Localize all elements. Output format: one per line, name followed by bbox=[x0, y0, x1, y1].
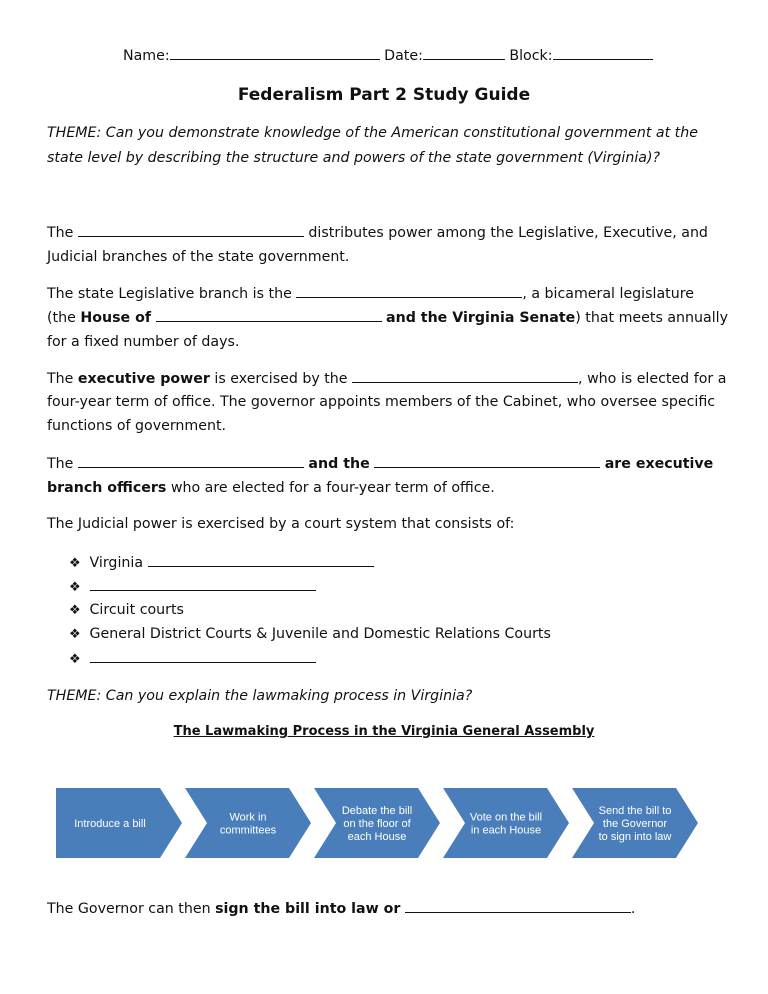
diamond-bullet-icon: ❖ bbox=[69, 627, 81, 642]
p4-line2 bbox=[47, 478, 495, 498]
p2-text-d: House of bbox=[80, 310, 151, 326]
process-step-label: Work in bbox=[229, 811, 267, 824]
p2-blank1[interactable] bbox=[296, 283, 522, 298]
theme2-line: THEME: Can you explain the lawmaking process in Virginia? bbox=[47, 688, 473, 704]
p3-line1 bbox=[47, 368, 726, 389]
p1-text-b: distributes power among the Legislative, Executive, and bbox=[308, 225, 708, 241]
p3-line3: functions of government. bbox=[47, 418, 227, 434]
p4-blank1[interactable] bbox=[78, 453, 304, 468]
process-step-label: on the floor of bbox=[343, 818, 411, 830]
date-label: Date: bbox=[384, 48, 423, 64]
p1-blank[interactable] bbox=[78, 222, 304, 237]
court-item-4-label: General District Courts & Juvenile and Domestic Relations Courts bbox=[89, 626, 551, 642]
date-blank[interactable] bbox=[423, 45, 505, 60]
theme1-line1: THEME: Can you demonstrate knowledge of the American constitutional government at the bbox=[47, 125, 698, 141]
final-text-c: . bbox=[630, 901, 636, 917]
block-blank[interactable] bbox=[553, 45, 653, 60]
court-item-3 bbox=[69, 600, 184, 621]
process-step-label: Send the bill to bbox=[598, 805, 672, 817]
page-title: Federalism Part 2 Study Guide bbox=[237, 85, 531, 105]
p2-line1 bbox=[47, 283, 694, 304]
name-blank[interactable] bbox=[170, 45, 380, 60]
p1-text-a: The bbox=[47, 225, 74, 241]
p4-blank2[interactable] bbox=[374, 453, 600, 468]
p3-text-d: , who is elected for a bbox=[578, 371, 727, 387]
diamond-bullet-icon: ❖ bbox=[69, 603, 81, 618]
process-step-label: the Governor bbox=[602, 818, 668, 830]
p3-text-a: The bbox=[47, 371, 74, 387]
process-step-label: Vote on the bill bbox=[469, 811, 543, 824]
p2-text-c: (the bbox=[47, 310, 76, 326]
p2-text-a: The state Legislative branch is the bbox=[47, 286, 292, 302]
court-item-3-label: Circuit courts bbox=[89, 602, 184, 618]
diamond-bullet-icon: ❖ bbox=[69, 556, 81, 571]
p2-line3: for a fixed number of days. bbox=[47, 334, 240, 350]
p2-line2 bbox=[47, 307, 728, 328]
p1-line2: Judicial branches of the state government. bbox=[47, 249, 350, 265]
court-item-1 bbox=[69, 552, 374, 574]
process-step-label: in each House bbox=[470, 824, 542, 837]
p4-text-c: are executive bbox=[604, 456, 714, 472]
diamond-bullet-icon: ❖ bbox=[69, 580, 81, 595]
p2-blank2[interactable] bbox=[156, 307, 382, 322]
p3-text-b: executive power bbox=[77, 371, 210, 387]
p4-text-bold: branch officers bbox=[47, 480, 167, 496]
process-step-label: Introduce a bill bbox=[74, 818, 146, 830]
lawmaking-process-diagram bbox=[56, 788, 712, 858]
p2-text-f: ) that meets annually bbox=[575, 310, 729, 326]
p4-text-b: and the bbox=[308, 456, 370, 472]
p2-text-b: , a bicameral legislature bbox=[522, 286, 694, 302]
name-label: Name: bbox=[123, 48, 170, 64]
p1-line1 bbox=[47, 222, 708, 243]
theme1-line2: state level by describing the structure and powers of the state government (Virginia)? bbox=[47, 150, 661, 166]
p3-text-c: is exercised by the bbox=[214, 371, 348, 387]
p3-line2: four-year term of office. The governor appoints members of the Cabinet, who oversee specific bbox=[47, 394, 716, 410]
process-step-label: committees bbox=[219, 824, 277, 837]
court-item-2 bbox=[69, 576, 316, 598]
court-item-4 bbox=[69, 624, 551, 645]
final-line bbox=[47, 898, 635, 919]
p4-text-a: The bbox=[47, 456, 74, 472]
final-blank[interactable] bbox=[405, 898, 631, 913]
process-step-label: Debate the bill bbox=[341, 805, 413, 817]
court-item-1-label: Virginia bbox=[89, 555, 144, 571]
header-fields bbox=[123, 45, 653, 66]
p2-text-e: and the Virginia Senate bbox=[386, 310, 576, 326]
final-text-b: sign the bill into law or bbox=[215, 901, 401, 917]
p4-line1 bbox=[47, 453, 713, 474]
diamond-bullet-icon: ❖ bbox=[69, 652, 81, 667]
final-text-a: The Governor can then bbox=[47, 901, 211, 917]
court-item-1-blank[interactable] bbox=[148, 552, 374, 567]
p5-line: The Judicial power is exercised by a court system that consists of: bbox=[47, 516, 515, 532]
diagram-title: The Lawmaking Process in the Virginia General Assembly bbox=[173, 724, 595, 739]
block-label: Block: bbox=[509, 48, 553, 64]
process-step-label: each House bbox=[347, 831, 407, 843]
court-item-2-blank[interactable] bbox=[90, 576, 316, 591]
p3-blank[interactable] bbox=[352, 368, 578, 383]
process-step-label: to sign into law bbox=[598, 831, 672, 843]
p4-text-rest: who are elected for a four-year term of office. bbox=[170, 480, 495, 496]
court-item-5 bbox=[69, 648, 316, 670]
court-item-5-blank[interactable] bbox=[90, 648, 316, 663]
